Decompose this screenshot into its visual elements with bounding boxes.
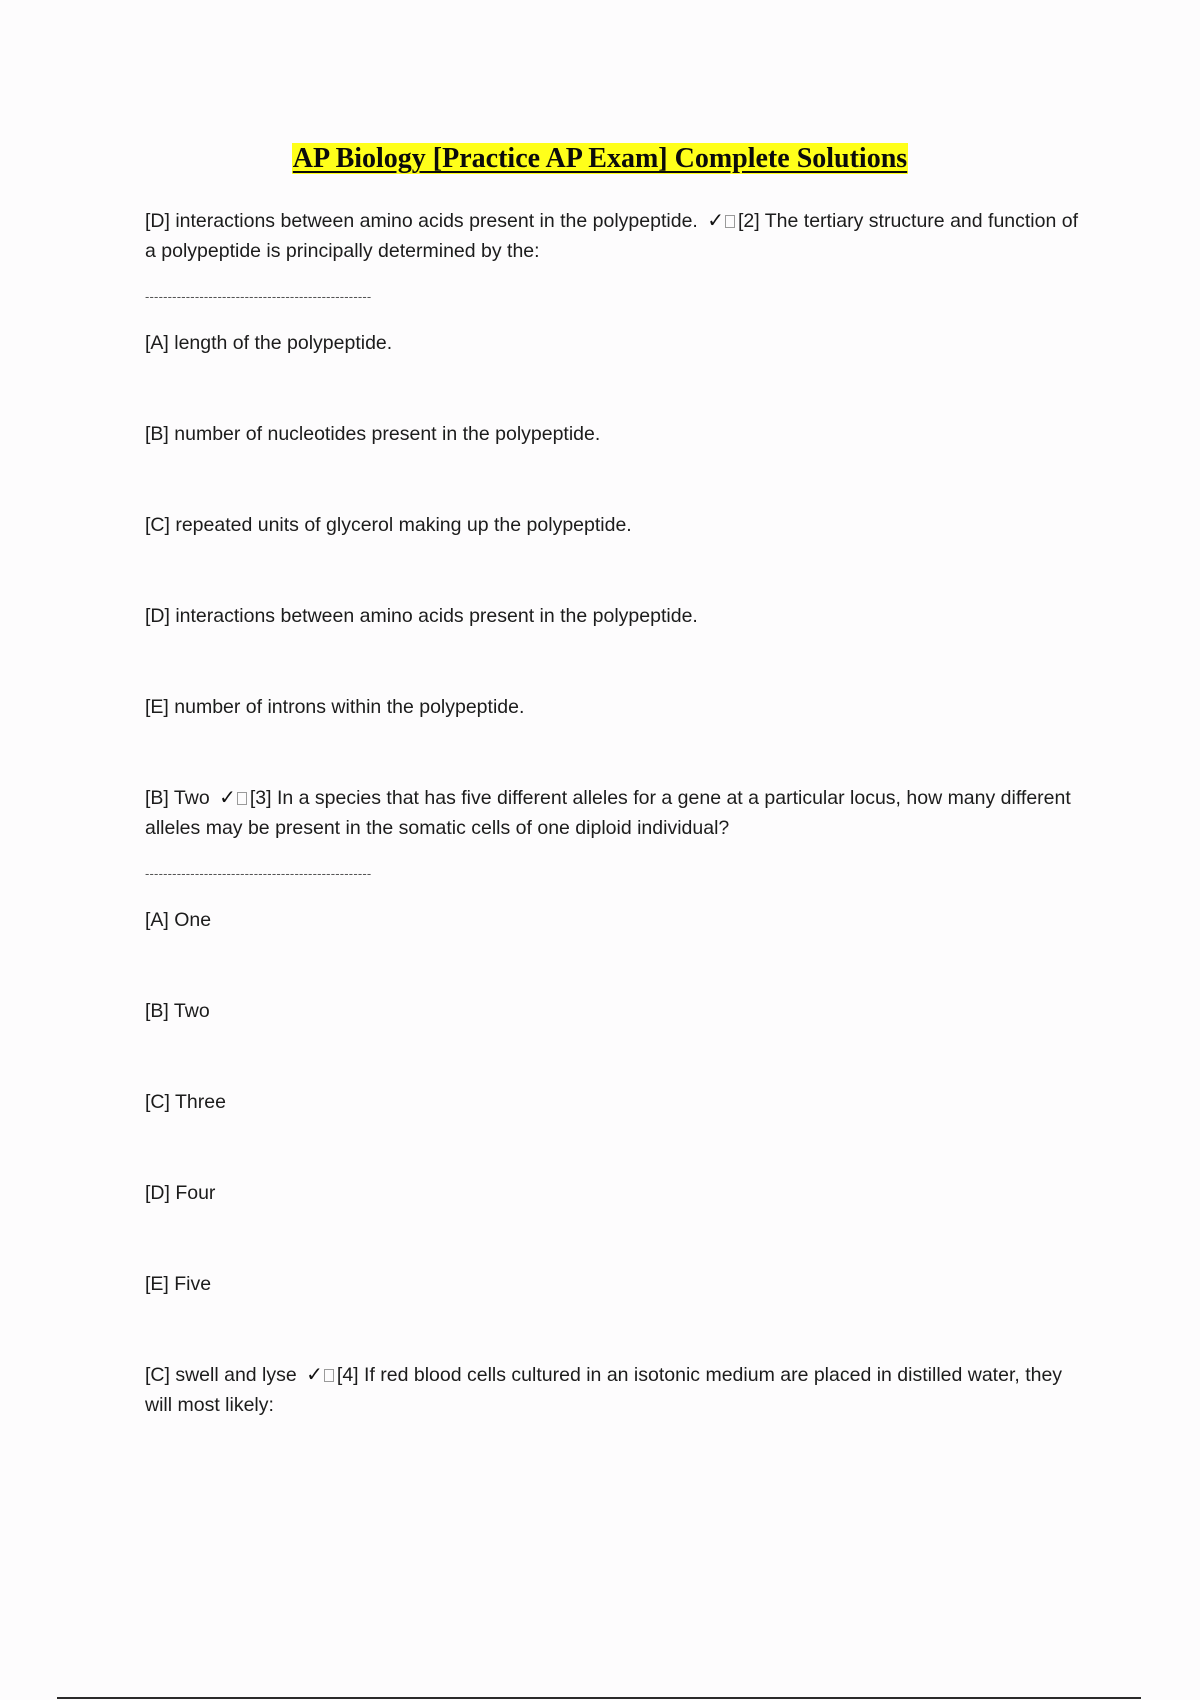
question-4-stem	[145, 1360, 1080, 1420]
question-3-option-c: [C] Three	[145, 1091, 226, 1113]
check-mark-icon: ✓	[707, 210, 725, 232]
question-2-prompt: [2] The tertiary structure and function of a polypeptide is principally determined by the:	[145, 210, 1078, 262]
question-2-stem	[145, 206, 1080, 266]
empty-box-icon	[725, 215, 735, 228]
empty-box-icon	[237, 792, 247, 805]
check-mark-icon: ✓	[219, 787, 236, 809]
question-3-option-b: [B] Two	[145, 1000, 210, 1022]
question-2-option-d: [D] interactions between amino acids present in the polypeptide.	[145, 605, 698, 627]
empty-box-icon	[324, 1369, 334, 1382]
question-2-divider: --------------------------------------------------	[145, 289, 372, 304]
question-2-option-e: [E] number of introns within the polypeptide.	[145, 696, 525, 718]
question-4-prompt: [4] If red blood cells cultured in an isotonic medium are placed in distilled water, they will most likely:	[145, 1364, 1063, 1416]
question-3-answer: [B] Two	[145, 787, 210, 809]
check-mark-icon: ✓	[306, 1364, 323, 1386]
question-3-divider: --------------------------------------------------	[145, 866, 372, 881]
document-title: AP Biology [Practice AP Exam] Complete Solutions	[292, 143, 908, 174]
question-3-option-e: [E] Five	[145, 1273, 212, 1295]
question-2-option-c: [C] repeated units of glycerol making up the polypeptide.	[145, 514, 632, 536]
question-4-answer: [C] swell and lyse	[145, 1364, 297, 1386]
question-3-stem	[145, 783, 1080, 843]
footer-divider	[57, 1697, 1141, 1699]
question-3-prompt: [3] In a species that has five different alleles for a gene at a particular locus, how many different alleles may be present in the somatic cells of one diploid individual?	[145, 787, 1071, 839]
question-2-option-b: [B] number of nucleotides present in the polypeptide.	[145, 423, 601, 445]
question-3-option-d: [D] Four	[145, 1182, 216, 1204]
question-3-option-a: [A] One	[145, 909, 212, 931]
question-2-answer: [D] interactions between amino acids present in the polypeptide.	[145, 210, 698, 232]
document-title-container	[0, 142, 1200, 176]
question-2-option-a: [A] length of the polypeptide.	[145, 332, 393, 354]
